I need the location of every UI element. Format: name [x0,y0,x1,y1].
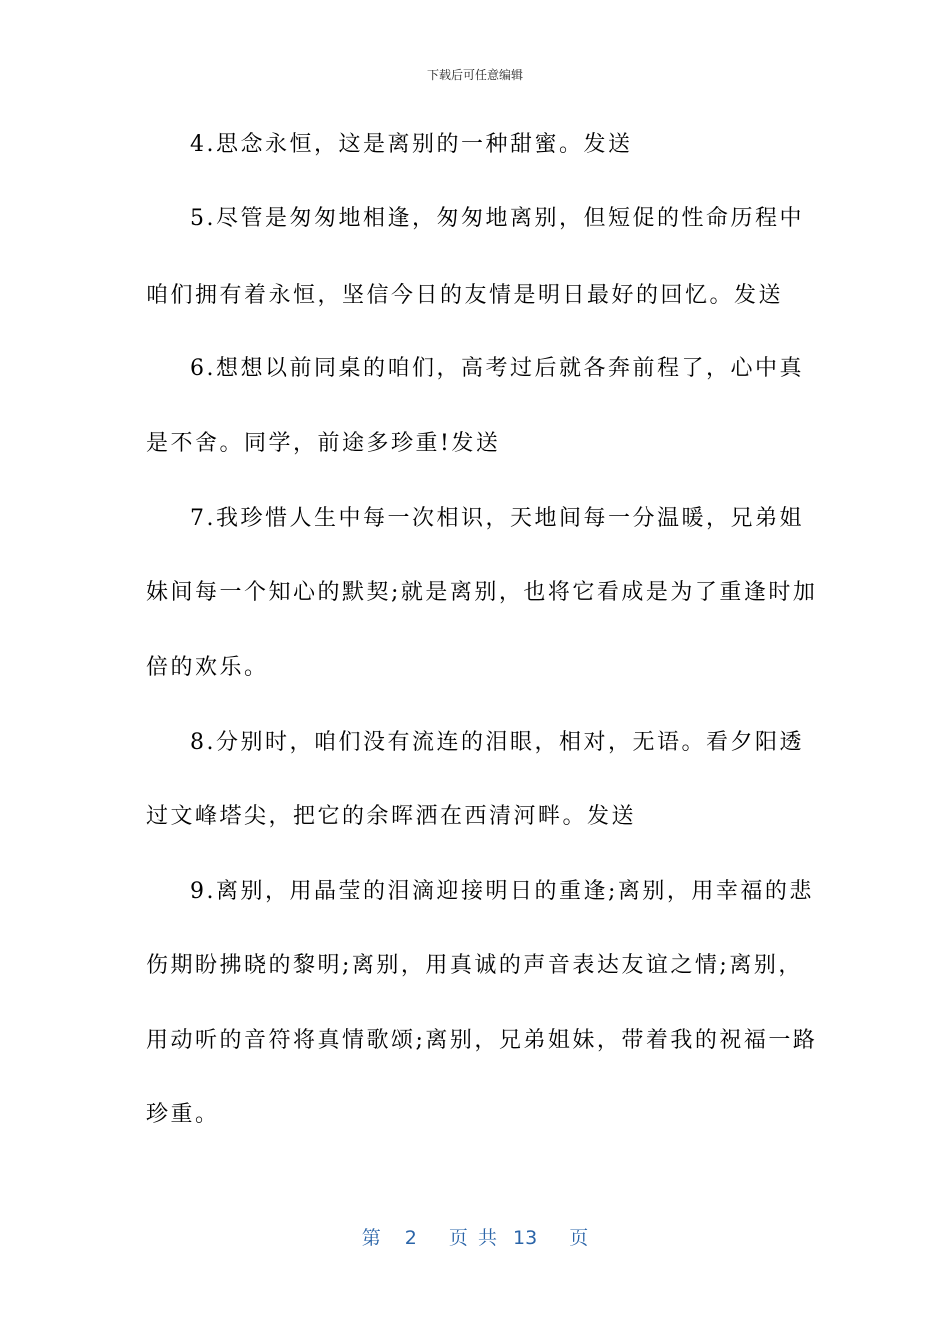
paragraph-line: 妹间每一个知心的默契;就是离别，也将它看成是为了重逢时加 [146,580,818,605]
paragraph-line: 5.尽管是匆匆地相逢，匆匆地离别，但短促的性命历程中 [190,206,804,231]
paragraph-line: 珍重。 [146,1102,220,1127]
header-note: 下载后可任意编辑 [426,68,523,82]
paragraph-line: 6.想想以前同桌的咱们，高考过后就各奔前程了，心中真 [190,356,804,381]
paragraph-line: 咱们拥有着永恒，坚信今日的友情是明日最好的回忆。发送 [146,283,784,308]
paragraph-line: 倍的欢乐。 [146,655,269,680]
paragraph-line: 8.分别时，咱们没有流连的泪眼，相对，无语。看夕阳透 [190,730,804,755]
footer-word-ye: 页 [448,1227,468,1249]
paragraph-line: 用动听的音符将真情歌颂;离别，兄弟姐妹，带着我的祝福一路 [146,1028,818,1053]
footer-word-ye-2: 页 [569,1227,589,1249]
paragraph-line: 是不舍。同学，前途多珍重!发送 [146,431,501,456]
paragraph-line: 伤期盼拂晓的黎明;离别，用真诚的声音表达友谊之情;离别， [146,953,803,978]
current-page-number: 2 [404,1227,417,1249]
paragraph-line: 4.思念永恒，这是离别的一种甜蜜。发送 [190,132,633,157]
footer-word-di: 第 [361,1227,381,1249]
paragraph-line: 过文峰塔尖，把它的余晖洒在西清河畔。发送 [146,804,637,829]
paragraph-line: 7.我珍惜人生中每一次相识，天地间每一分温暖，兄弟姐 [190,506,804,531]
page-footer [0,1224,950,1252]
total-page-number: 13 [513,1227,538,1249]
footer-word-gong: 共 [477,1227,497,1249]
paragraph-line: 9.离别，用晶莹的泪滴迎接明日的重逢;离别，用幸福的悲 [190,879,814,904]
